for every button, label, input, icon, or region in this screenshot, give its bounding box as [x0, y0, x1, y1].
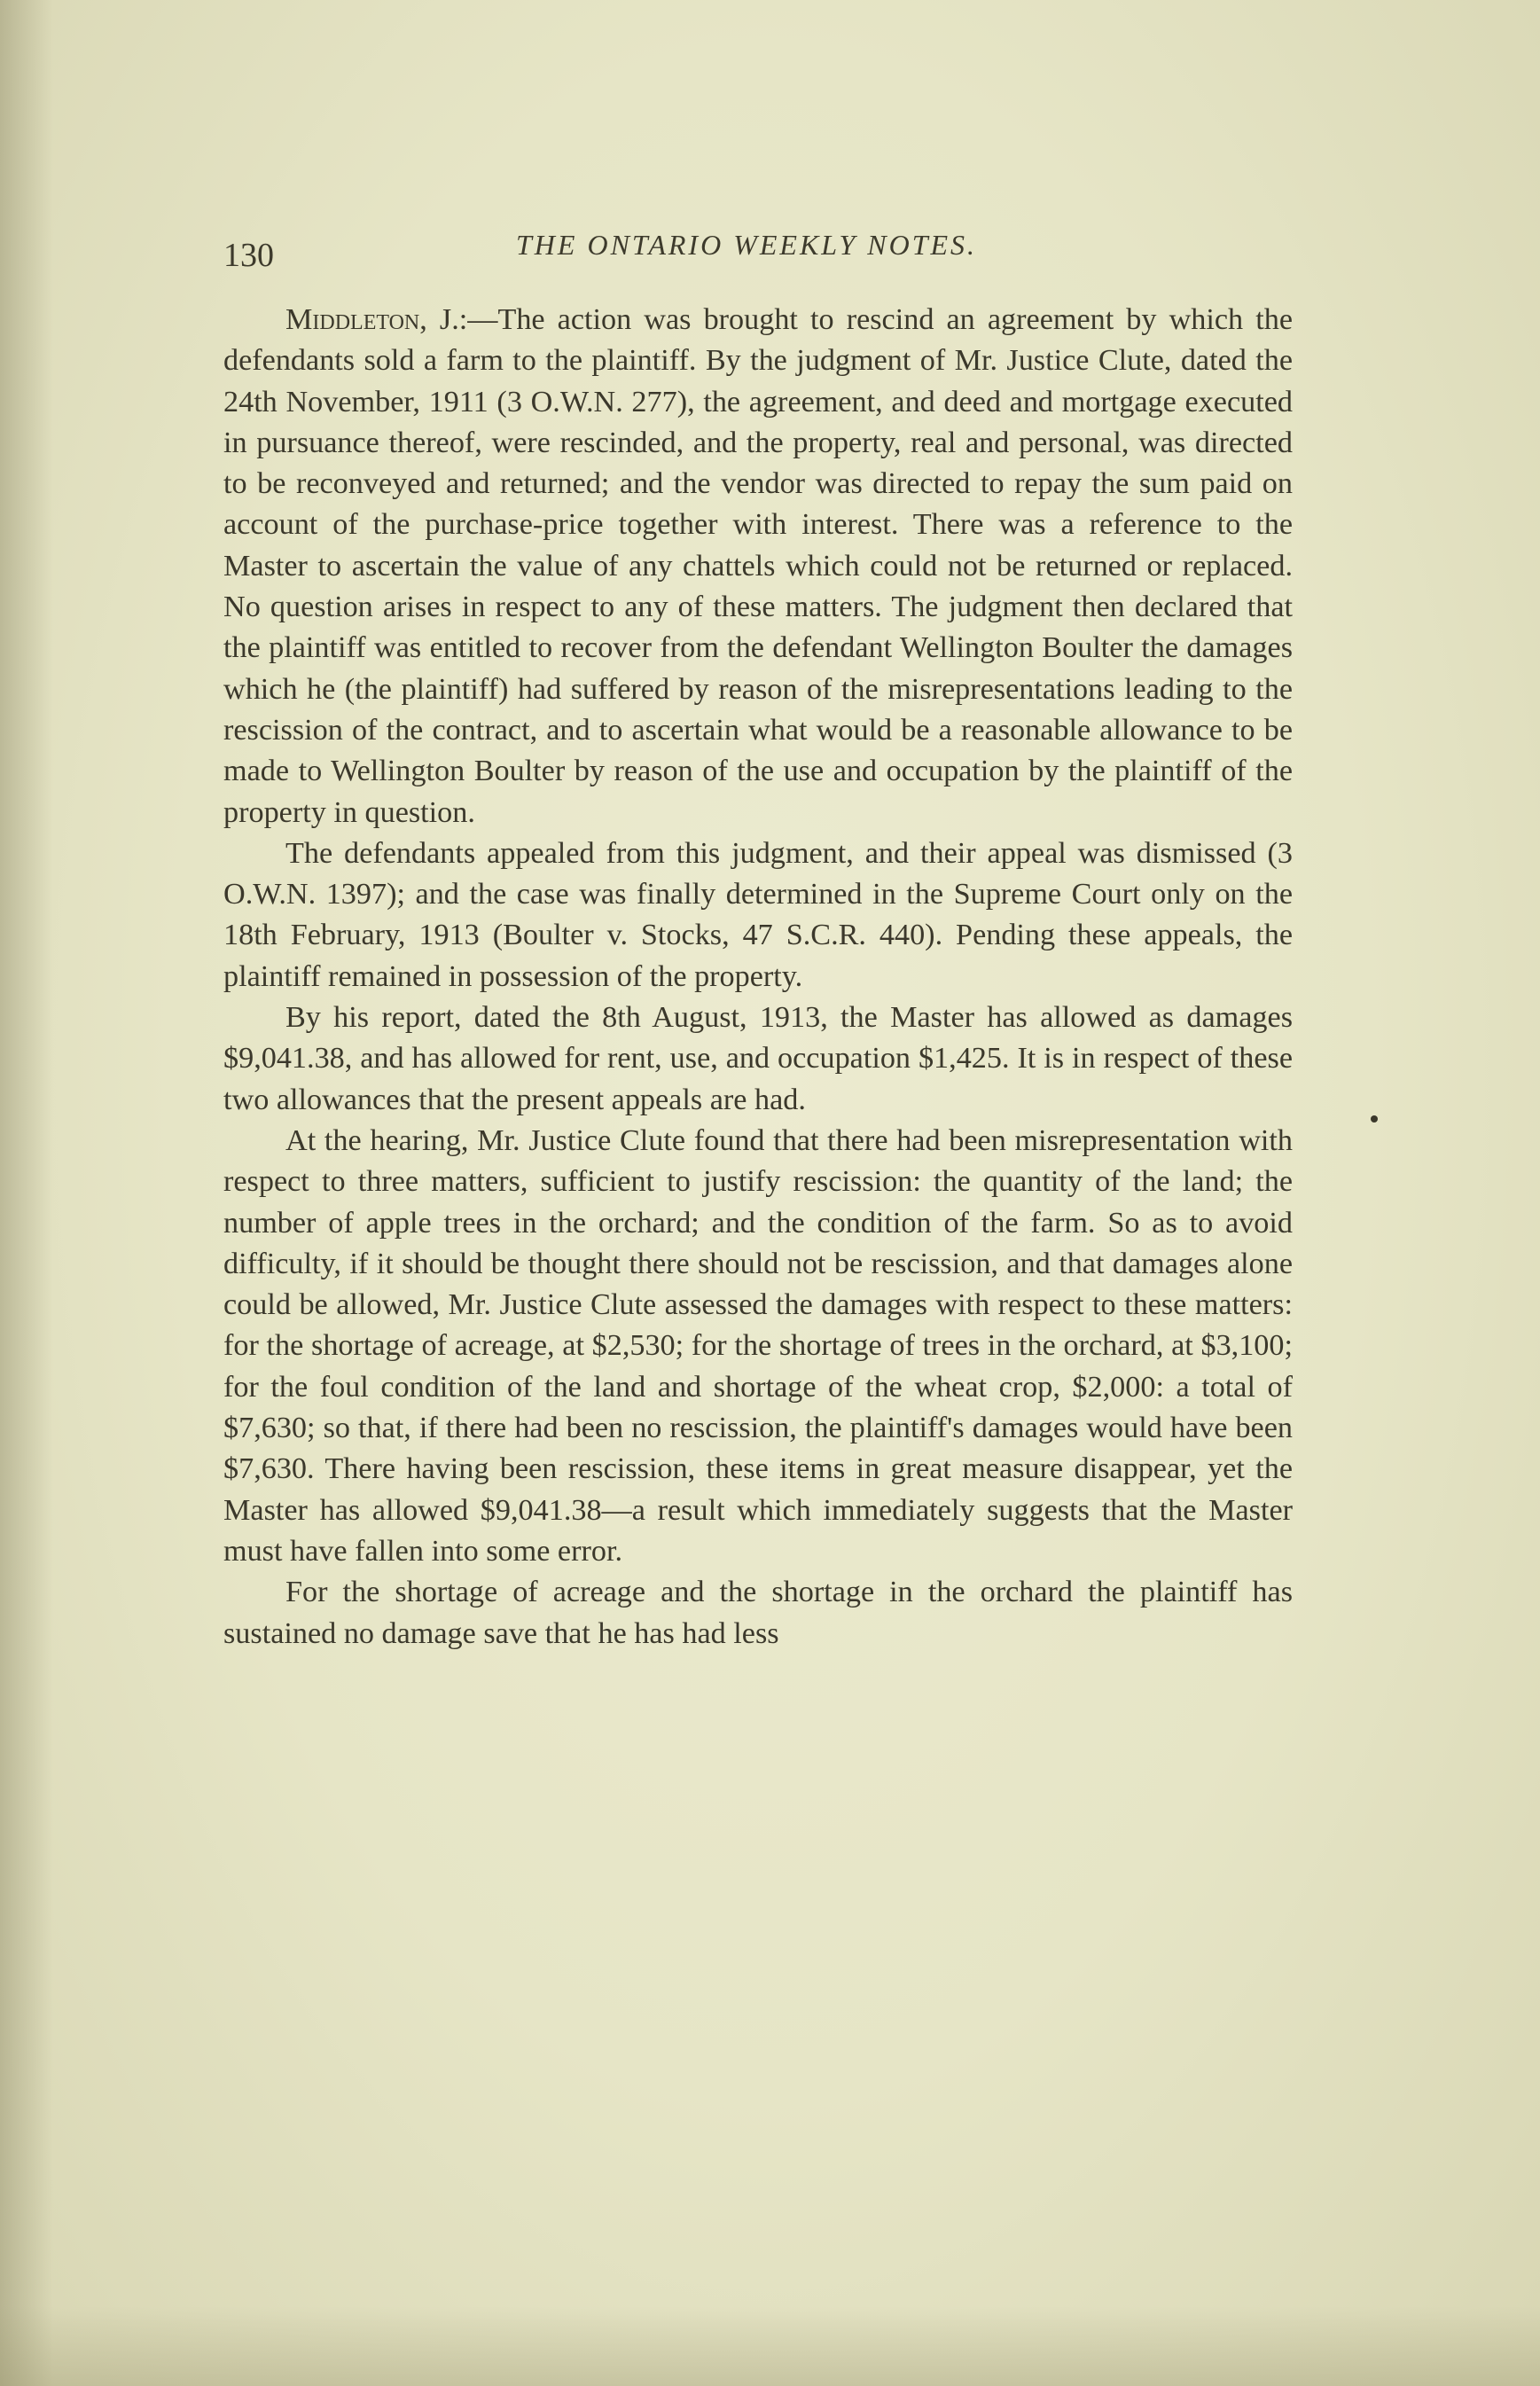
margin-mark: [1371, 1115, 1378, 1123]
page-header: [223, 223, 1293, 277]
binding-shadow: [0, 0, 53, 2386]
page-number: 130: [223, 237, 274, 274]
paragraph-5: For the shortage of acreage and the shortage in the orchard the plaintiff has sustained no damage save that he has had less: [223, 1576, 1293, 1650]
paragraph-2: The defendants appealed from this judgment, and their appeal was dismissed (3 O.W.N. 1397); and the case was finally determined in the Supreme Court only on the 18th February, 1913 (Boulter v. Stocks, 47 S.C.R. 440). Pending these appeals, the plaintiff remained in possession of the property.: [223, 836, 1293, 993]
judge-name: Middleton: [285, 303, 420, 336]
running-head: THE ONTARIO WEEKLY NOTES.: [516, 229, 978, 261]
paragraph-1: [223, 300, 1293, 833]
bottom-edge-shadow: [0, 2306, 1540, 2386]
paragraph-1-text: , J.:—The action was brought to rescind an agreement by which the defendants sold a farm to the plaintiff. By the judgment of Mr. Justice Clute, dated the 24th November, 1911 (3 O.W.N. 277), the agreement, and deed and mortgage executed in pursuance thereof, were rescinded, and the property, real and personal, was directed to be reconveyed and returned; and the vendor was directed to repay the sum paid on account of the purchase-price together with interest. There was a reference to the Master to ascertain the value of any chattels which could not be returned or replaced. No question arises in respect to any of these matters. The judgment then declared that the plaintiff was entitled to recover from the defendant Wellington Boulter the damages which he (the plaintiff) had suffered by reason of the misrepresentations leading to the rescission of the contract, and to ascertain what would be a reasonable allowance to be made to Wellington Boulter by reason of the use and occupation by the plaintiff of the property in question.: [223, 303, 1293, 829]
page-body: [223, 300, 1293, 1655]
paragraph-3: By his report, dated the 8th August, 1913, the Master has allowed as damages $9,041.38, and has allowed for rent, use, and occupation $1,425. It is in respect of these two allowances that the present appeals are had.: [223, 1001, 1293, 1116]
paragraph-4: At the hearing, Mr. Justice Clute found that there had been misrepresentation with respect to three matters, sufficient to justify rescission: the quantity of the land; the number of apple trees in the orchard; and the condition of the farm. So as to avoid difficulty, if it should be thought there should not be rescission, and that damages alone could be allowed, Mr. Justice Clute assessed the damages with respect to these matters: for the shortage of acreage, at $2,530; for the shortage of trees in the orchard, at $3,100; for the foul condition of the land and shortage of the wheat crop, $2,000: a total of $7,630; so that, if there had been no rescission, the plaintiff's damages would have been $7,630. There having been rescission, these items in great measure disappear, yet the Master has allowed $9,041.38—a result which immediately suggests that the Master must have fallen into some error.: [223, 1123, 1293, 1568]
